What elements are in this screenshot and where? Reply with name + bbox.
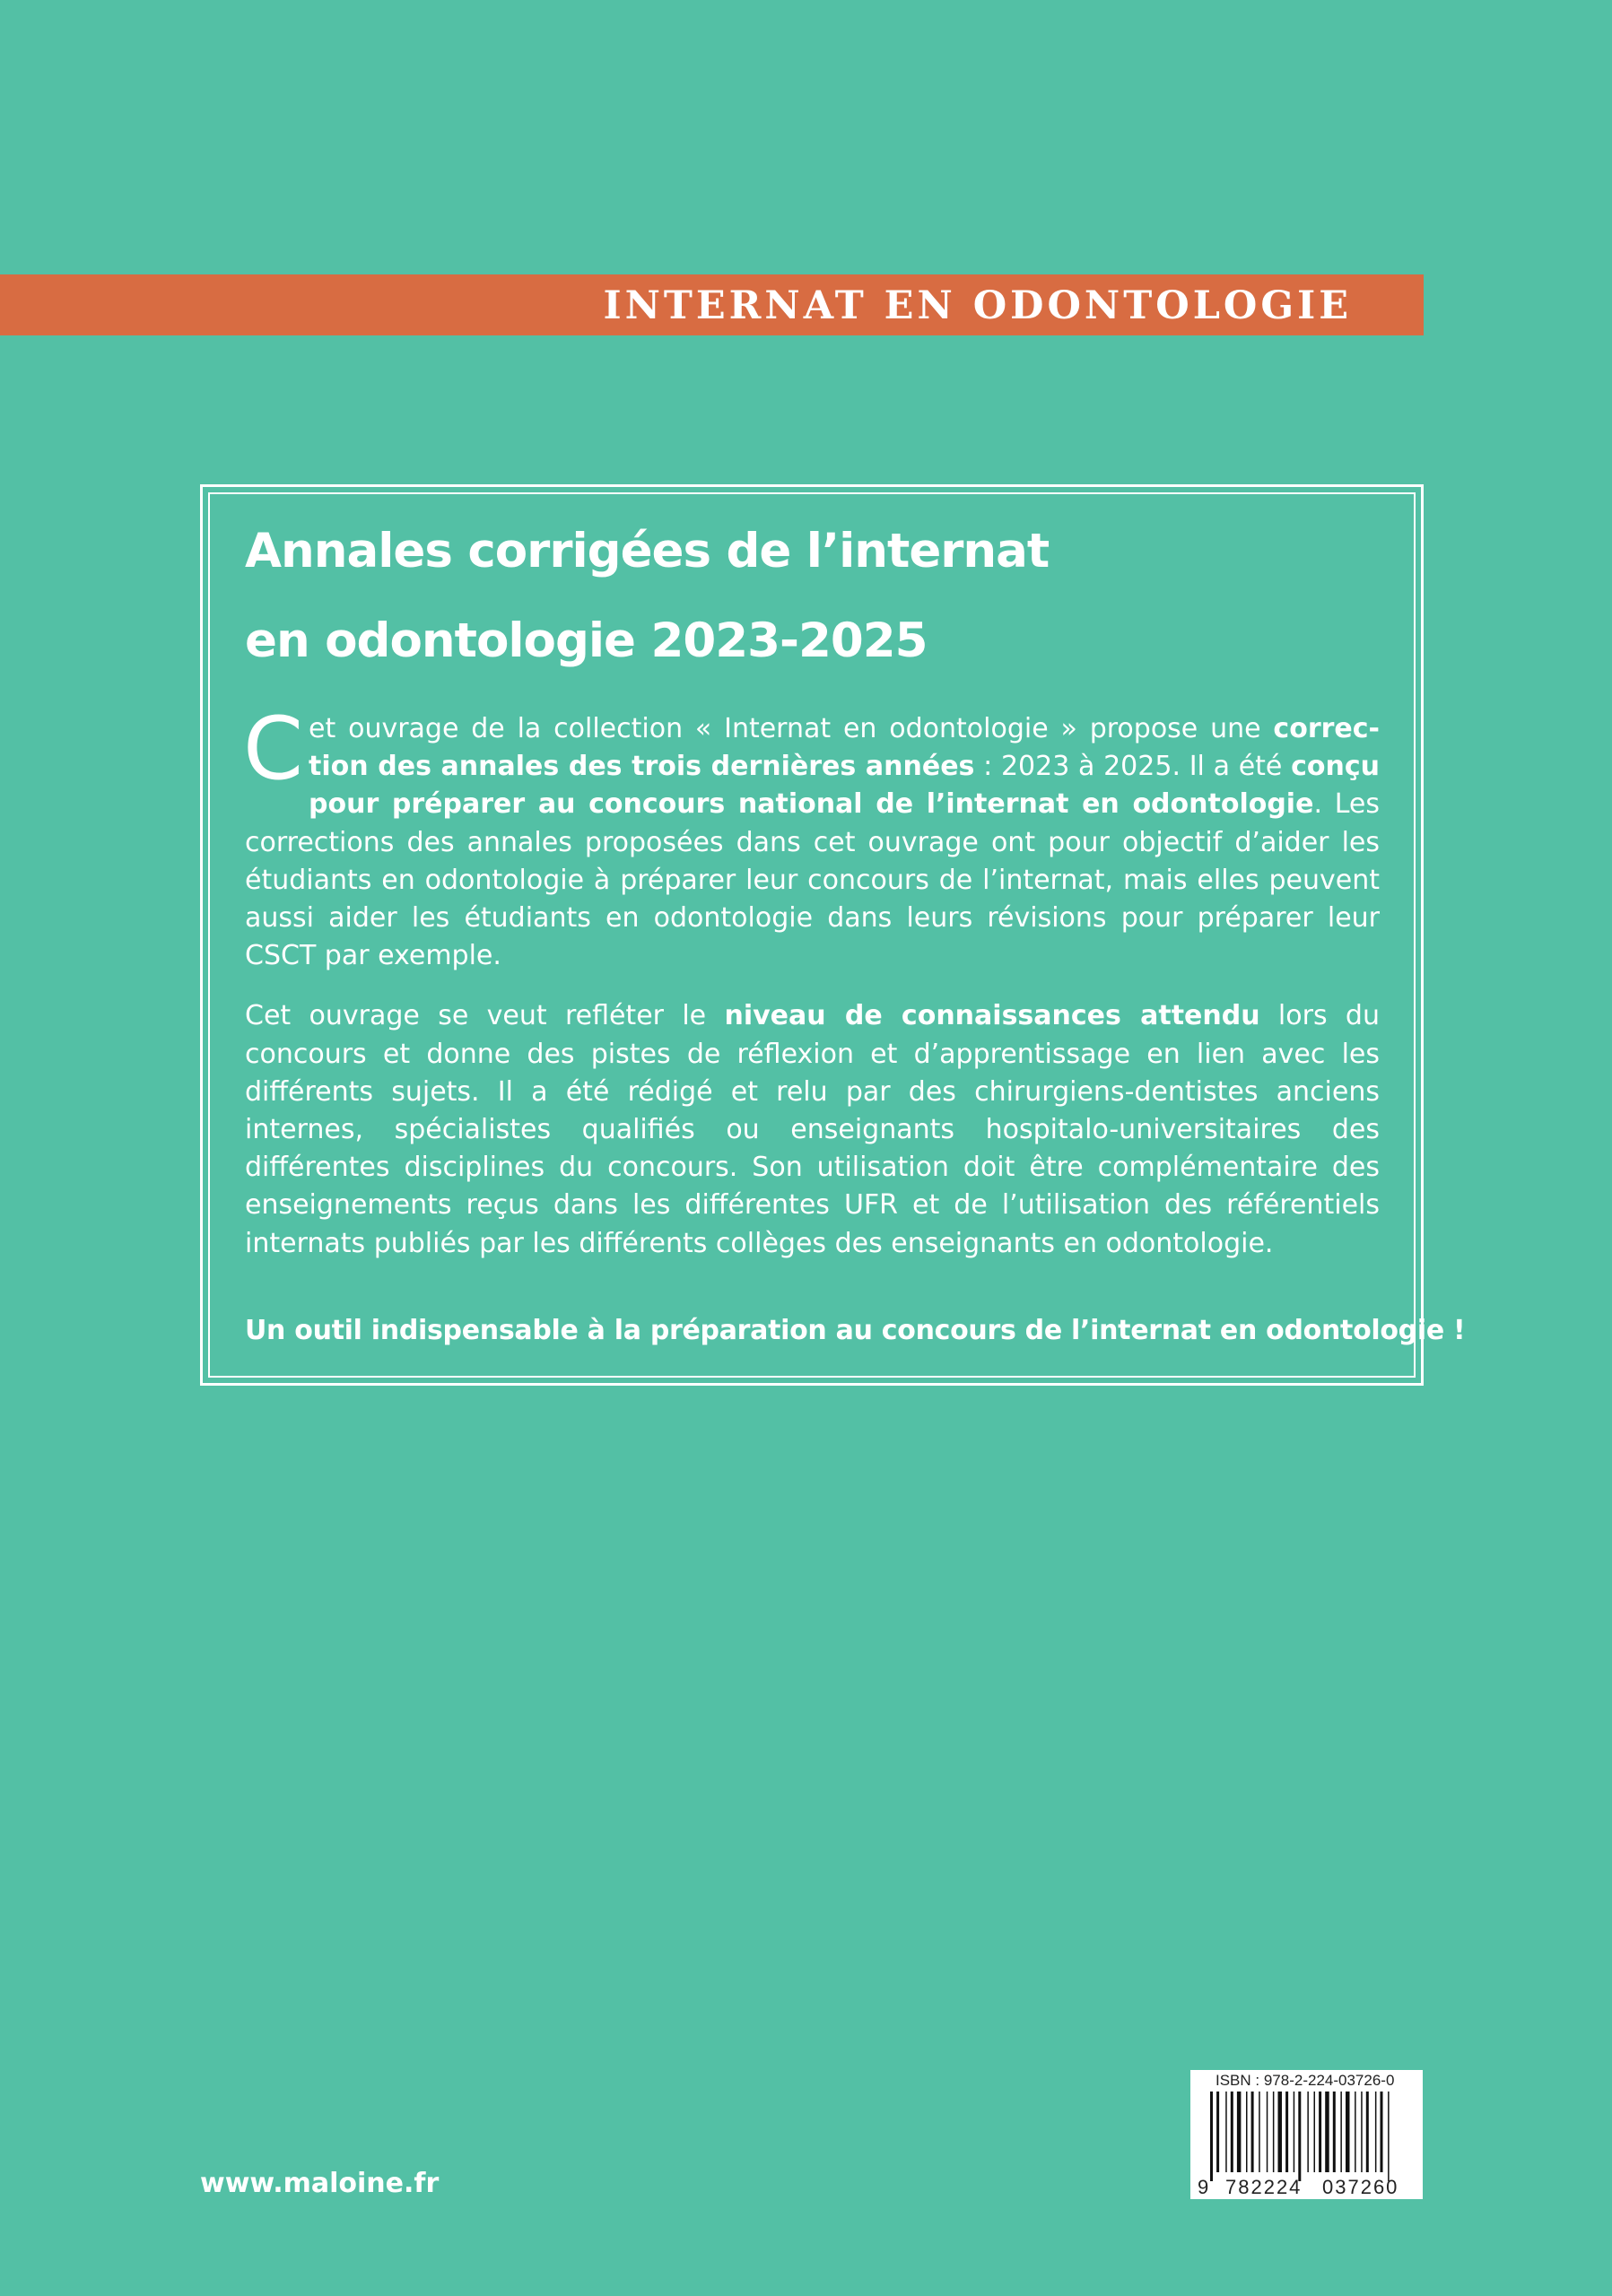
body-text: . Les corrections des annales proposées dans cet ouvrage ont pour objectif d’aider les étudiants en odontologie à préparer leur concours de l’internat, mais elles peuvent aussi aider les étudiants en odontologie dans leurs révisions pour préparer leur CSCT par exemple. <box>245 788 1380 972</box>
barcode-bar <box>1355 2092 1356 2172</box>
body-text: lors du concours et donne des pistes de réflexion et d’apprentissage en lien avec les différents sujets. Il a été rédigé et relu par des chirurgiens-dentistes anciens internes, spécialistes qualifiés ou enseignants hospitalo-universitaires des différentes disciplines du concours. Son utilisation doit être complémentaire des enseignements reçus dans les différentes UFR et de l’utilisation des référentiels internats publiés par les différents collèges des enseignants en odontologie. <box>245 1000 1380 1259</box>
barcode-bar <box>1278 2092 1283 2172</box>
barcode-bar <box>1340 2092 1342 2172</box>
tagline: Un outil indispensable à la préparation au concours de l’internat en odontologie ! <box>245 1315 1466 1346</box>
website-link[interactable]: www.maloine.fr <box>200 2168 440 2199</box>
ean-left-digits: 782224 <box>1225 2176 1303 2198</box>
collection-band <box>0 274 1424 335</box>
body-text: : 2023 à 2025. Il a été <box>974 751 1292 783</box>
barcode-bar <box>1319 2092 1321 2172</box>
barcode-bar <box>1325 2092 1329 2172</box>
barcode-bar <box>1285 2092 1288 2172</box>
barcode-bar <box>1333 2092 1336 2172</box>
barcode-bar <box>1346 2092 1350 2172</box>
description-paragraph-2 <box>245 997 1380 1262</box>
description-paragraph-1 <box>243 699 1380 975</box>
emphasis-text: correction des annales des trois dernières années <box>309 713 1380 783</box>
barcode-bar <box>1375 2092 1377 2172</box>
barcode-bar <box>1298 2092 1301 2181</box>
emphasis-text: conçu pour préparer au concours national de l’internat en odontologie <box>309 751 1380 821</box>
barcode-box <box>1190 2070 1423 2199</box>
barcode-bar <box>1246 2092 1248 2172</box>
barcode-bar <box>1231 2092 1233 2172</box>
book-title-line2: en odontologie 2023-2025 <box>245 613 928 668</box>
barcode-bar <box>1225 2092 1227 2172</box>
barcode-bar <box>1381 2092 1383 2172</box>
barcode-bar <box>1267 2092 1268 2172</box>
drop-cap: C <box>243 699 304 799</box>
barcode-bar <box>1273 2092 1275 2172</box>
isbn-label: ISBN : 978-2-224-03726-0 <box>1216 2072 1395 2089</box>
barcode-bar <box>1388 2092 1390 2181</box>
barcode-bar <box>1237 2092 1242 2172</box>
barcode-bar <box>1251 2092 1254 2172</box>
barcode-bar <box>1366 2092 1369 2172</box>
barcode-bar <box>1210 2092 1213 2181</box>
emphasis-text: niveau de connaissances attendu <box>724 1000 1260 1032</box>
description <box>243 699 1380 1263</box>
barcode-bar <box>1307 2092 1309 2172</box>
book-title-line1: Annales corrigées de l’internat <box>245 524 1050 578</box>
body-text: et ouvrage de la collection « Internat en odontologie » propose une <box>309 713 1274 744</box>
collection-title: INTERNAT EN ODONTOLOGIE <box>603 283 1352 328</box>
book-title <box>245 507 1375 686</box>
barcode-bar <box>1314 2092 1316 2172</box>
barcode-bar <box>1259 2092 1260 2172</box>
barcode-bar <box>1216 2092 1219 2172</box>
body-text: Cet ouvrage se veut refléter le <box>245 1000 725 1032</box>
ean-first-digit: 9 <box>1198 2176 1209 2198</box>
barcode-bar <box>1361 2092 1363 2172</box>
ean-right-digits: 037260 <box>1322 2176 1399 2198</box>
barcode-bar <box>1294 2092 1295 2172</box>
